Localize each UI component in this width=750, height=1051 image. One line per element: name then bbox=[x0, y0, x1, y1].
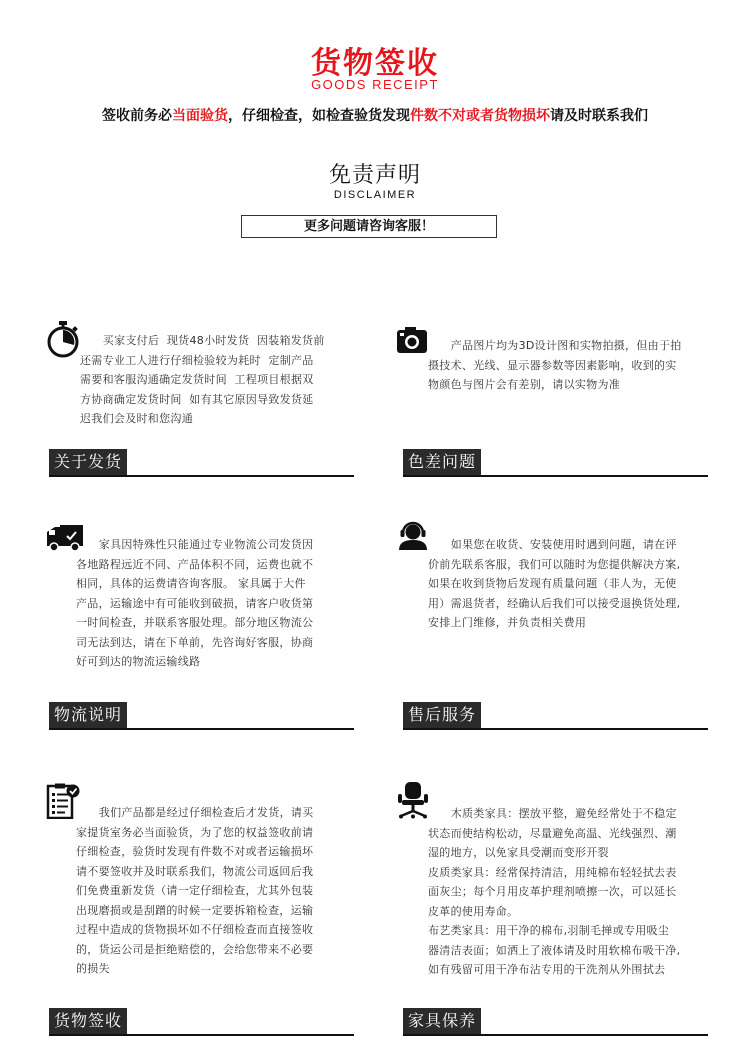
paragraph-line: 的损失 bbox=[76, 962, 110, 975]
paragraph-line: 好可到达的物流运输线路 bbox=[76, 655, 201, 668]
paragraph-line: 如果您在收货、安装使用时遇到问题，请在评 bbox=[428, 538, 677, 551]
paragraph-line: 家具因特殊性只能通过专业物流公司发货因 bbox=[76, 538, 314, 551]
paragraph-line: 我们产品都是经过仔细检查后才发货，请买 bbox=[76, 806, 314, 819]
paragraph-line: 各地路程远近不同、产品体积不同，运费也就不 bbox=[76, 557, 314, 571]
page-subtitle: GOODS RECEIPT bbox=[311, 77, 439, 92]
paragraph-line: 一时间检查，并联系客服处理。部分地区物流公 bbox=[76, 616, 314, 629]
paragraph-line: 皮革的使用寿命。 bbox=[428, 904, 519, 918]
paragraph-line: 产品，运输途中有可能收到破损，请客户收货第 bbox=[76, 596, 314, 610]
paragraph-line: 如果在收到货物后发现有质量问题（非人为，无使 bbox=[428, 577, 677, 590]
notice-highlight: 当面验货 bbox=[172, 108, 228, 124]
paragraph-line: 需要和客服沟通确定发货时间 工程项目根据双 bbox=[80, 373, 314, 386]
inspection-notice bbox=[0, 105, 750, 125]
checklist-icon bbox=[46, 783, 80, 819]
section-heading-label: 物流说明 bbox=[49, 702, 127, 728]
furniture-care-paragraph bbox=[428, 804, 723, 980]
office-chair-icon bbox=[396, 781, 430, 819]
paragraph-line: 请不要签收并及时联系我们，物流公司返回后我 bbox=[76, 864, 314, 878]
paragraph-line: 木质类家具：摆放平整，避免经常处于不稳定 bbox=[428, 807, 677, 820]
paragraph-line: 安排上门维修，并负责相关费用 bbox=[428, 616, 587, 629]
paragraph-line: 皮质类家具：经常保持清洁，用纯棉布轻轻拭去表 bbox=[428, 865, 677, 879]
disclaimer-subtitle: DISCLAIMER bbox=[333, 189, 417, 201]
paragraph-line: 迟我们会及时和您沟通 bbox=[80, 412, 193, 425]
section-heading-color bbox=[403, 449, 708, 477]
section-heading-label: 色差问题 bbox=[403, 449, 481, 475]
paragraph-line: 买家支付后 现货48小时发货 因装箱发货前 bbox=[80, 334, 325, 347]
notice-text: 请及时联系我们 bbox=[550, 108, 648, 124]
paragraph-line: 湿的地方，以免家具受潮而变形开裂 bbox=[428, 846, 609, 859]
paragraph-line: 如有残留可用干净布沾专用的干洗剂从外围拭去 bbox=[428, 963, 666, 976]
paragraph-line: 器清洁表面；如洒上了液体请及时用软棉布吸干净, bbox=[428, 943, 681, 957]
paragraph-line: 用）需退货者，经确认后我们可以接受退换货处理, bbox=[428, 596, 681, 610]
section-heading-label: 关于发货 bbox=[49, 449, 127, 475]
paragraph-line: 们免费重新发货（请一定仔细检查，尤其外包装 bbox=[76, 884, 314, 897]
color-difference-paragraph bbox=[428, 336, 718, 395]
paragraph-line: 摄技术、光线、显示器参数等因素影响，收到的实 bbox=[428, 358, 677, 372]
paragraph-line: 状态而使结构松动，尽量避免高温、光线强烈、潮 bbox=[428, 826, 677, 840]
notice-text: 签收前务必 bbox=[102, 108, 172, 124]
camera-icon bbox=[396, 326, 428, 354]
paragraph-line: 方协商确定发货时间 如有其它原因导致发货延 bbox=[80, 392, 314, 406]
section-heading-shipping bbox=[49, 449, 354, 477]
section-heading-label: 家具保养 bbox=[403, 1008, 481, 1034]
notice-text: ，仔细检查，如检查验货发现 bbox=[228, 108, 410, 124]
page-title: 货物签收 bbox=[311, 46, 439, 81]
disclaimer-title: 免责声明 bbox=[328, 163, 421, 188]
paragraph-line: 价前先联系客服，我们可以随时为您提供解决方案, bbox=[428, 557, 681, 571]
paragraph-line: 物颜色与图片会有差别，请以实物为准 bbox=[428, 378, 621, 391]
section-heading-care bbox=[403, 1008, 708, 1036]
paragraph-line: 相同，具体的运费请咨询客服。 家具属于大件 bbox=[76, 577, 306, 590]
notice-highlight: 件数不对或者货物损坏 bbox=[410, 108, 550, 124]
section-heading-label: 售后服务 bbox=[403, 702, 481, 728]
paragraph-line: 司无法到达，请在下单前，先咨询好客服，协商 bbox=[76, 635, 314, 649]
after-sales-paragraph bbox=[428, 535, 723, 633]
stopwatch-icon bbox=[46, 320, 80, 358]
paragraph-line: 仔细检查，验货时发现有件数不对或者运输损坏 bbox=[76, 845, 314, 858]
paragraph-line: 的，货运公司是拒绝赔偿的，会给您带来不必要 bbox=[76, 942, 314, 956]
receipt-paragraph bbox=[76, 803, 366, 979]
customer-service-icon bbox=[398, 520, 428, 550]
paragraph-line: 产品图片均为3D设计图和实物拍摄，但由于拍 bbox=[428, 339, 682, 352]
paragraph-line: 出现磨损或是刮蹭的时候一定要拆箱检查，运输 bbox=[76, 903, 314, 917]
paragraph-line: 布艺类家具：用干净的棉布,羽制毛掸或专用吸尘 bbox=[428, 924, 670, 937]
section-heading-logistics bbox=[49, 702, 354, 730]
paragraph-line: 过程中造成的货物损坏如不仔细检查而直接签收 bbox=[76, 923, 314, 936]
paragraph-line: 还需专业工人进行仔细检验较为耗时 定制产品 bbox=[80, 353, 314, 367]
paragraph-line: 面灰尘；每个月用皮革护理剂喷擦一次，可以延长 bbox=[428, 885, 677, 898]
section-heading-label: 货物签收 bbox=[49, 1008, 127, 1034]
logistics-paragraph bbox=[76, 535, 361, 672]
section-heading-receipt bbox=[49, 1008, 354, 1036]
shipping-paragraph bbox=[80, 331, 360, 429]
section-heading-after-sales bbox=[403, 702, 708, 730]
contact-support-box: 更多问题请咨询客服！ bbox=[241, 215, 497, 238]
paragraph-line: 家提货室务必当面验货，为了您的权益签收前请 bbox=[76, 825, 314, 839]
